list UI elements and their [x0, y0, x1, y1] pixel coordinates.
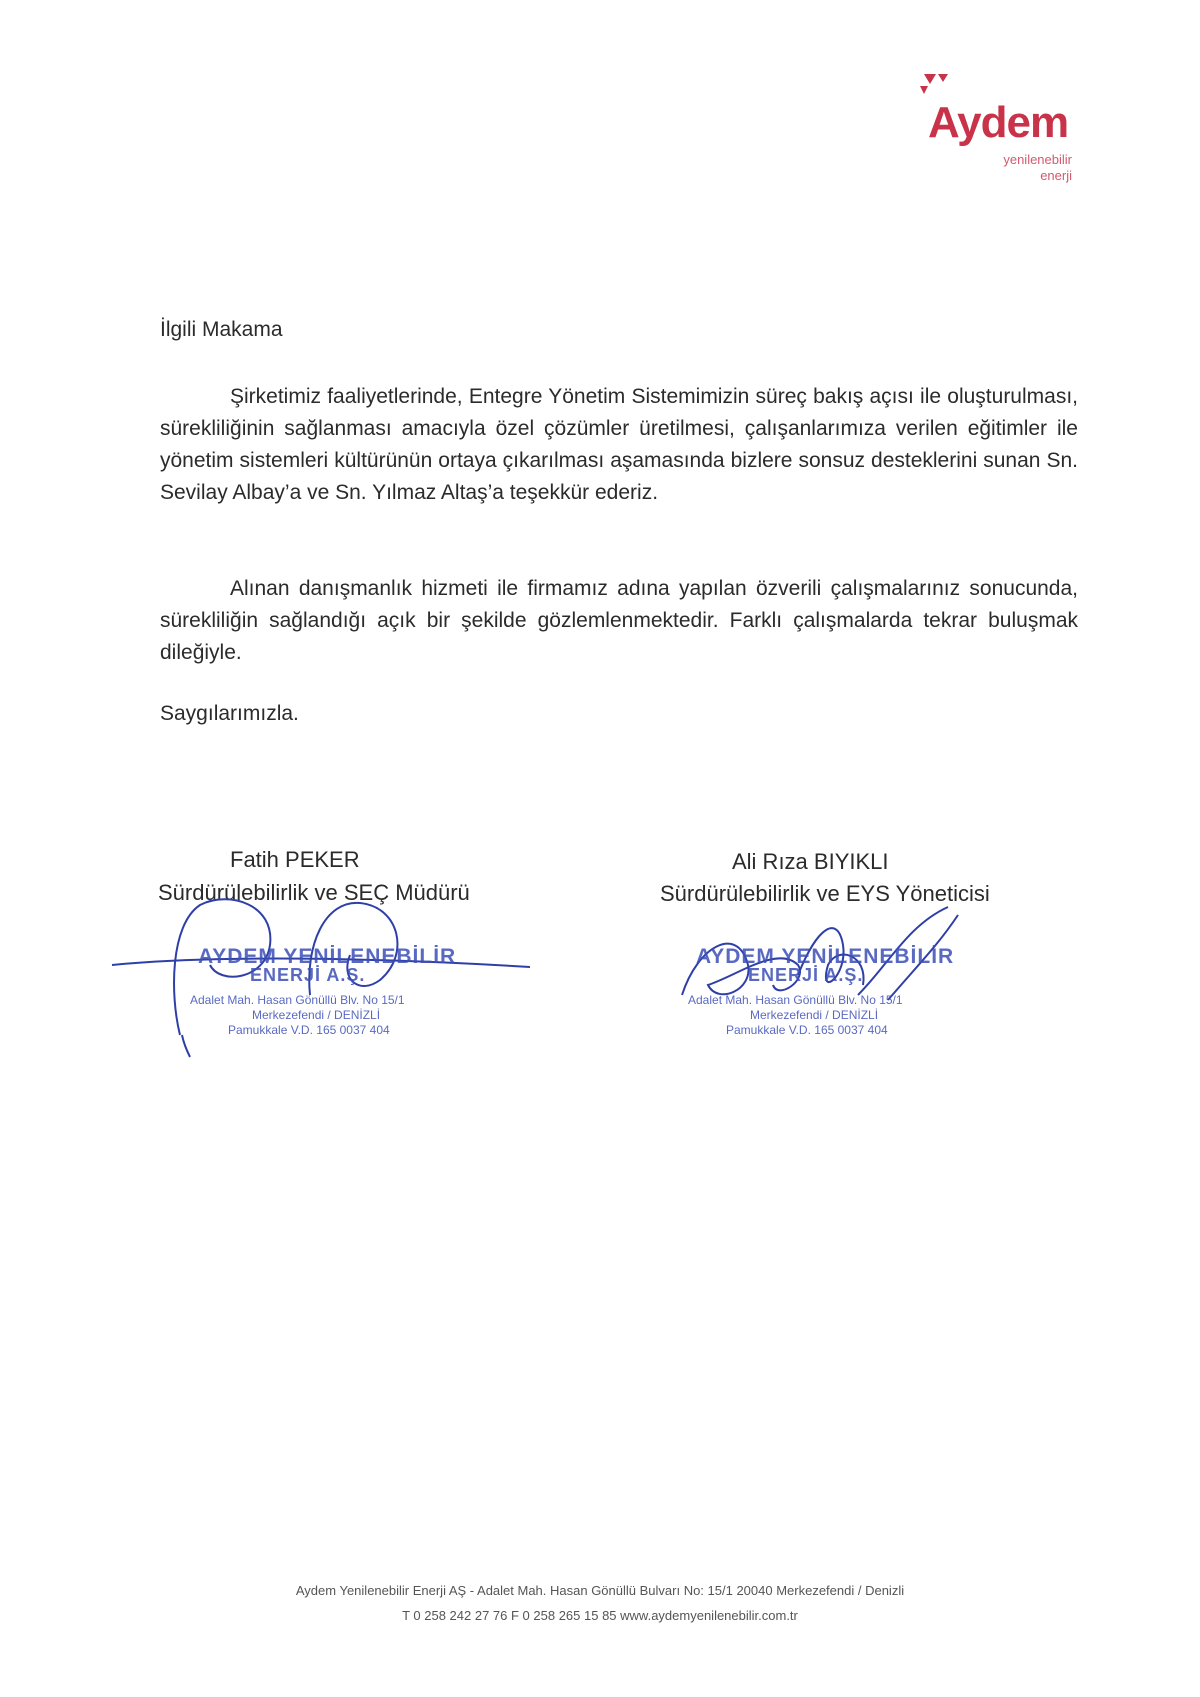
- company-stamp-2: [688, 945, 1008, 1045]
- closing: Saygılarımızla.: [160, 702, 299, 725]
- stamp-2-subtitle: ENERJİ A.Ş.: [748, 965, 864, 985]
- signatory-2-title: Sürdürülebilirlik ve EYS Yöneticisi: [660, 881, 990, 906]
- signatory-2-name: Ali Rıza BIYIKLI: [732, 849, 889, 874]
- body-paragraph-2: Alınan danışmanlık hizmeti ile firmamız adına yapılan özverili çalışmalarınız sonucunda, sürekliliğin sağlandığı açık bir şekilde gözlemlenmektedir. Farklı çalışmalarda tekrar buluşmak dileğiyle.: [160, 577, 1078, 664]
- company-logo: [918, 72, 1088, 192]
- stamp-2-title: AYDEM YENİLENEBİLİR: [696, 945, 955, 968]
- footer-contact: T 0 258 242 27 76 F 0 258 265 15 85 www.aydemyenilenebilir.com.tr: [402, 1608, 798, 1623]
- logo-tagline-2: enerji: [1040, 168, 1072, 183]
- footer-address: Aydem Yenilenebilir Enerji AŞ - Adalet Mah. Hasan Gönüllü Bulvarı No: 15/1 20040 Merkezefendi / Denizli: [295, 1583, 905, 1598]
- salutation: İlgili Makama: [160, 318, 283, 341]
- stamp-1-district: Merkezefendi / DENİZLİ: [252, 1008, 381, 1022]
- signatory-1-name: Fatih PEKER: [230, 847, 360, 872]
- stamp-1-address: Adalet Mah. Hasan Gönüllü Blv. No 15/1: [190, 993, 405, 1007]
- stamp-2-district: Merkezefendi / DENİZLİ: [750, 1008, 879, 1022]
- stamp-1-tax-office: Pamukkale V.D. 165 0037 404: [228, 1023, 390, 1037]
- body-paragraph-1: Şirketimiz faaliyetlerinde, Entegre Yönetim Sistemimizin süreç bakış açısı ile oluşturulması, sürekliliğinin sağlanması amacıyla özel çözümler üretilmesi, çalışanlarımıza verilen eğitimler ile yönetim sistemleri kültürünün ortaya çıkarılması aşamasında bizlere sonsuz desteklerini sunan Sn. Sevilay Albay’a ve Sn. Yılmaz Altaş’a teşekkür ederiz.: [160, 385, 1078, 504]
- stamp-1-title: AYDEM YENİLENEBİLİR: [198, 945, 457, 968]
- logo-tagline-1: yenilenebilir: [1003, 152, 1072, 167]
- logo-wordmark: Aydem: [928, 98, 1069, 147]
- stamp-2-address: Adalet Mah. Hasan Gönüllü Blv. No 15/1: [688, 993, 903, 1007]
- stamp-1-subtitle: ENERJİ A.Ş.: [250, 965, 366, 985]
- stamp-2-tax-office: Pamukkale V.D. 165 0037 404: [726, 1023, 888, 1037]
- signatory-1-title: Sürdürülebilirlik ve SEÇ Müdürü: [158, 880, 470, 905]
- company-stamp-1: [190, 945, 510, 1045]
